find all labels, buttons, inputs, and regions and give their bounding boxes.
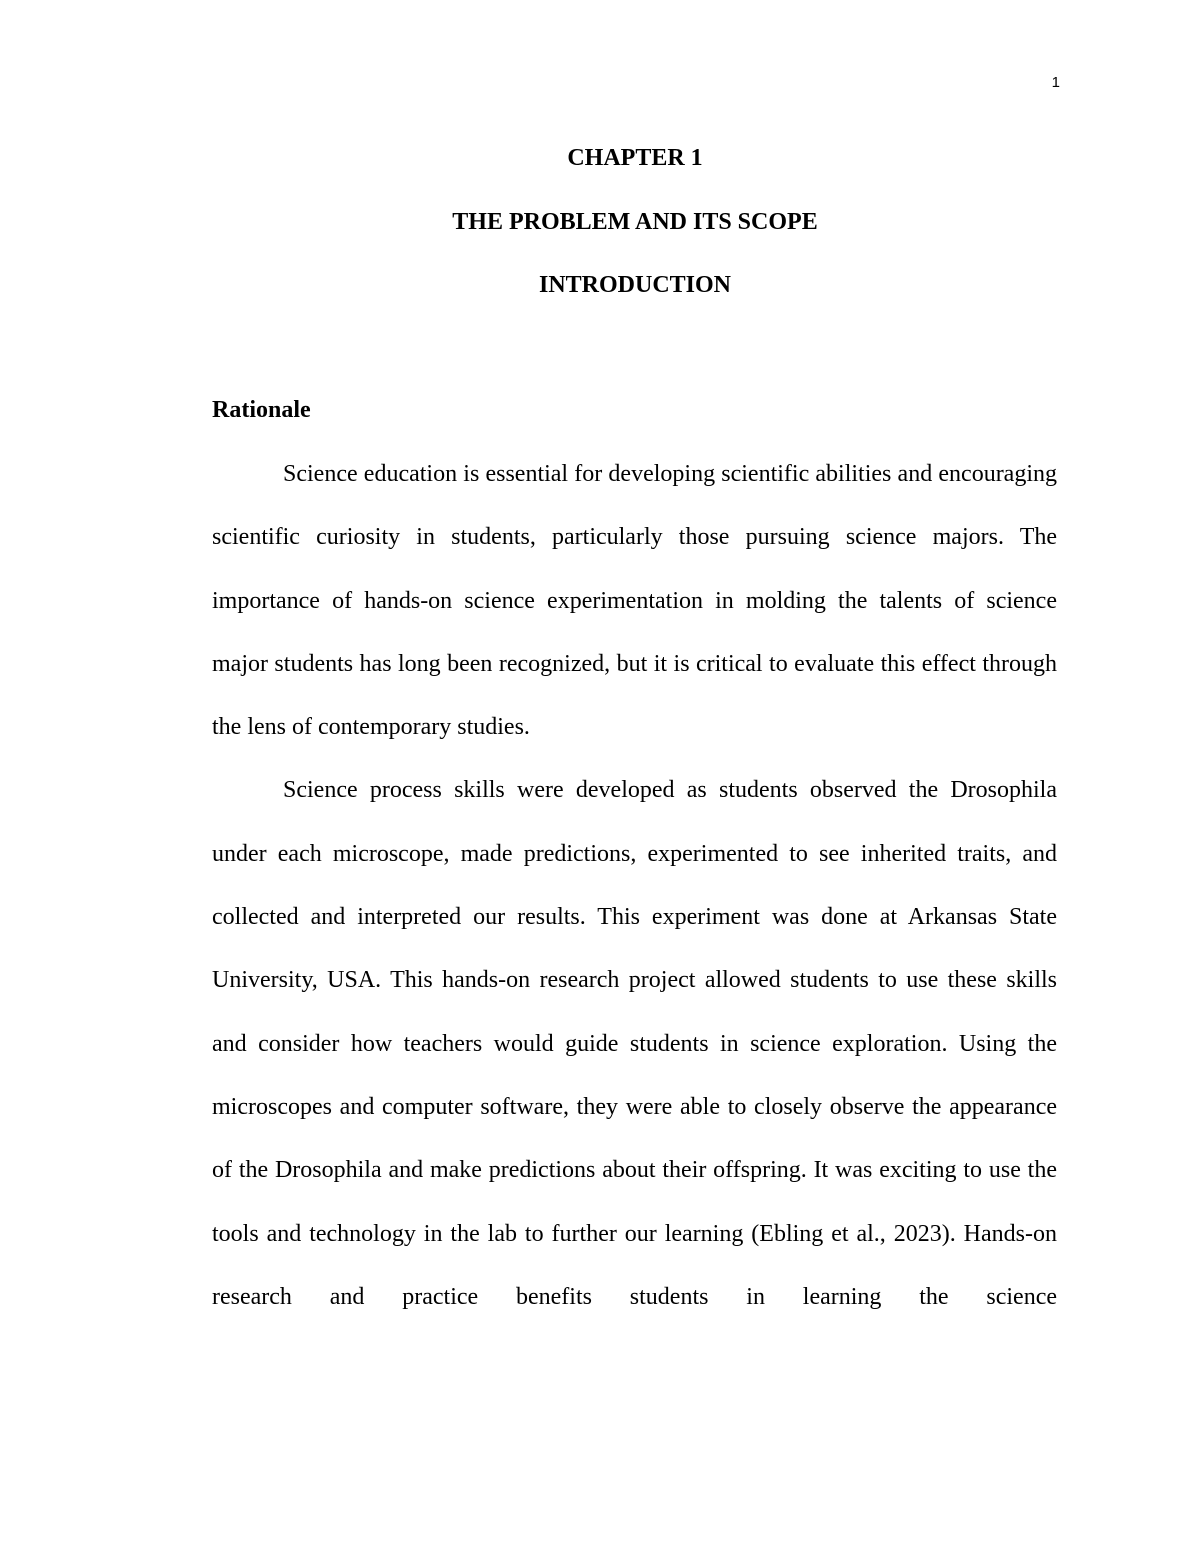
chapter-heading: CHAPTER 1 xyxy=(567,145,703,171)
problem-heading: THE PROBLEM AND ITS SCOPE xyxy=(452,209,818,235)
body-text xyxy=(212,443,1057,1329)
rationale-heading: Rationale xyxy=(212,397,311,423)
introduction-heading: INTRODUCTION xyxy=(538,272,732,298)
paragraph-1: Science education is essential for developing scientific abilities and encouraging scientific curiosity in students, particularly those pursuing science majors. The importance of hands-on science experimentation in molding the talents of science major students has long been recognized, but it is critical to evaluate this effect through the lens of contemporary studies. xyxy=(212,461,1057,741)
page-number: 1 xyxy=(1051,74,1060,91)
paragraph-2: Science process skills were developed as students observed the Drosophila under each microscope, made predictions, experimented to see inherited traits, and collected and interpreted our results. This experiment was done at Arkansas State University, USA. This hands-on research project allowed students to use these skills and consider how teachers would guide students in science exploration. Using the microscopes and computer software, they were able to closely observe the appearance of the Drosophila and make predictions about their offspring. It was exciting to use the tools and technology in the lab to further our learning (Ebling et al., 2023). Hands-on research and practice benefits students in learning the science xyxy=(212,777,1057,1310)
